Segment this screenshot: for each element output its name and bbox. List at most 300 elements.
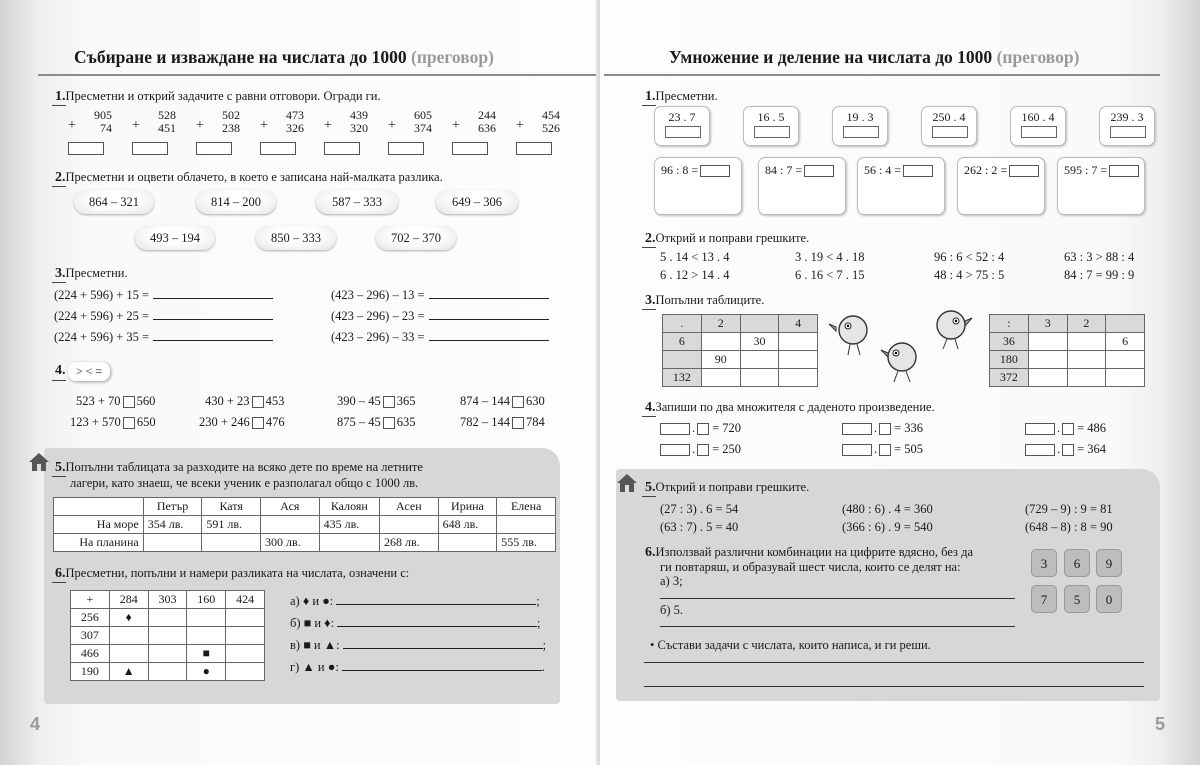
factor-box-one[interactable] [842, 423, 872, 435]
difference-line [290, 616, 541, 631]
right-task6-line-a[interactable] [660, 598, 1015, 599]
multiplication-expression: 23 . 7 [668, 110, 696, 124]
addend-top: 905 [94, 108, 112, 122]
table-header-cell: Ася [261, 498, 320, 516]
addend-bottom: 238 [222, 121, 240, 135]
line-label: б) [290, 616, 301, 630]
right-task6-a: а) 3; [660, 574, 683, 588]
answer-box[interactable] [932, 126, 968, 138]
table-row [663, 333, 818, 351]
comparison-box[interactable] [383, 417, 395, 429]
left-task6-text: Пресметни, попълни и намери разликата на числата, означени с: [65, 566, 410, 580]
table-answer-cell[interactable] [1028, 333, 1067, 351]
comparison-box[interactable] [123, 396, 135, 408]
sum-cell[interactable] [109, 645, 148, 663]
symbol-one: ■ [303, 616, 312, 630]
comparison-item [76, 394, 155, 409]
division-expression [1064, 163, 1139, 178]
table-answer-cell[interactable] [1106, 351, 1145, 369]
left-title-rule [38, 74, 596, 76]
table-answer-cell[interactable] [779, 351, 818, 369]
right-task5-number: 5. [645, 480, 656, 495]
equation-item[interactable]: (27 : 3) . 6 = 54 [660, 502, 739, 516]
expense-cell[interactable] [202, 534, 261, 552]
inequality-item[interactable]: 5 . 14 < 13 . 4 [660, 250, 730, 264]
right-task1-header [645, 89, 718, 105]
right-task4-text: Запиши по два множителя с даденото произведение. [655, 400, 935, 414]
answer-line[interactable] [342, 660, 542, 671]
table-label-cell: 2 [1067, 315, 1106, 333]
digit-card[interactable]: 6 [1064, 549, 1090, 577]
left-task2-number: 2. [55, 170, 66, 185]
multiplication-expression: 16 . 5 [757, 110, 785, 124]
factor-item [660, 421, 741, 436]
colon: : [330, 616, 335, 630]
table-answer-cell[interactable] [1067, 369, 1106, 387]
right-task1-underline [642, 105, 656, 106]
comparison-right: 784 [526, 415, 545, 429]
left-task3-underline [52, 282, 66, 283]
answer-box[interactable] [388, 142, 424, 155]
right-task6-line-b[interactable] [660, 626, 1015, 627]
table-label-cell [740, 315, 779, 333]
multiplication-card [1099, 106, 1155, 146]
table-header-cell: + [71, 591, 110, 609]
right-task5-text: Открий и поправи грешките. [655, 480, 810, 494]
left-task2-header [55, 170, 443, 186]
line-end: ; [537, 616, 541, 630]
multiplication-card [921, 106, 977, 146]
right-task3-text: Попълни таблиците. [655, 293, 765, 307]
expense-cell[interactable] [438, 534, 497, 552]
plus-sign: + [196, 118, 204, 133]
table-row [71, 627, 265, 645]
right-page-number: 5 [1155, 714, 1166, 734]
answer-box[interactable] [843, 126, 879, 138]
expense-cell: 300 лв. [261, 534, 320, 552]
plus-sign: + [324, 118, 332, 133]
left-task3-number: 3. [55, 266, 66, 281]
right-task6-text2: ги повтаряш, и образувай шест числа, които се делят на: [660, 560, 961, 574]
sum-cell[interactable] [148, 609, 187, 627]
right-task6-line-2[interactable] [644, 686, 1144, 687]
dot-operator: . [874, 442, 878, 456]
left-task5-text2: лагери, като знаеш, че всеки ученик е разполагал общо с 1000 лв. [70, 476, 419, 490]
inequality-item[interactable]: 6 . 12 > 14 . 4 [660, 268, 730, 282]
and-word: и [313, 638, 321, 652]
table-row [990, 351, 1145, 369]
table-answer-cell[interactable] [740, 369, 779, 387]
comparison-left: 390 – 45 [337, 394, 381, 408]
table-answer-cell[interactable] [1106, 369, 1145, 387]
table-header-cell: 160 [187, 591, 226, 609]
table-header-cell: 303 [148, 591, 187, 609]
digit-card[interactable]: 7 [1031, 585, 1057, 613]
expression-text: (224 + 596) + 15 = [54, 288, 150, 302]
answer-line[interactable] [343, 638, 543, 649]
inequality-item[interactable]: 84 : 7 = 99 : 9 [1064, 268, 1135, 282]
line-label: в) [290, 638, 301, 652]
row-label-cell: 307 [71, 627, 110, 645]
factor-box-one[interactable] [842, 444, 872, 456]
cloud-expression[interactable]: 587 – 333 [316, 190, 398, 214]
addition-table [70, 590, 265, 681]
expression-row [331, 330, 549, 345]
expense-cell[interactable] [380, 516, 439, 534]
answer-box[interactable] [68, 142, 104, 155]
cloud-expression[interactable]: 864 – 321 [74, 190, 154, 214]
answer-box[interactable] [452, 142, 488, 155]
division-card [654, 157, 742, 215]
sum-cell[interactable] [148, 627, 187, 645]
addend-top: 528 [158, 108, 176, 122]
difference-line [290, 638, 546, 653]
table-header-cell: Калоян [319, 498, 379, 516]
table-label-cell: 3 [1028, 315, 1067, 333]
factor-item [842, 442, 923, 457]
cloud-expression[interactable]: 649 – 306 [436, 190, 518, 214]
division-card [758, 157, 846, 215]
table-label-cell: 2 [701, 315, 740, 333]
table-header-row [54, 498, 556, 516]
right-title-text: Умножение и деление на числата до 1000 [669, 47, 993, 67]
left-title-gray: (преговор) [411, 47, 494, 67]
right-task4-underline [642, 416, 656, 417]
addend-bottom: 320 [350, 121, 368, 135]
expense-cell: 268 лв. [380, 534, 439, 552]
division-text: 96 : 8 = [661, 163, 699, 177]
right-task6-text1: Използвай различни комбинации на цифрите вдясно, без да [655, 545, 974, 559]
table-answer-cell[interactable] [779, 333, 818, 351]
product-text: = 250 [712, 442, 742, 456]
factor-box-two[interactable] [697, 444, 709, 456]
product-text: = 505 [894, 442, 924, 456]
right-title-gray: (преговор) [996, 47, 1080, 67]
factor-box-two[interactable] [1062, 444, 1074, 456]
left-task5-number: 5. [55, 460, 66, 475]
inequality-item[interactable]: 96 : 6 < 52 : 4 [934, 250, 1005, 264]
comparison-right: 476 [265, 415, 285, 429]
home-icon [616, 473, 638, 493]
answer-box[interactable] [1021, 126, 1057, 138]
addend-bottom: 526 [542, 121, 560, 135]
right-page-title [669, 47, 1079, 68]
factor-box-one[interactable] [660, 444, 690, 456]
answer-box[interactable] [903, 165, 933, 177]
cloud-expression[interactable]: 814 – 200 [196, 190, 276, 214]
addend-bottom: 636 [478, 121, 496, 135]
answer-line[interactable] [153, 309, 273, 320]
comparison-right: 635 [396, 415, 416, 429]
answer-line[interactable] [153, 288, 273, 299]
plus-sign: + [388, 118, 396, 133]
comparison-box[interactable] [252, 396, 264, 408]
product-text: = 364 [1077, 442, 1107, 456]
comparison-box[interactable] [512, 396, 524, 408]
table-header-cell: Петър [143, 498, 202, 516]
expression-row [54, 330, 273, 345]
right-task6-line-1[interactable] [644, 662, 1144, 663]
line-label: г) [290, 660, 300, 674]
answer-box[interactable] [1110, 126, 1146, 138]
division-text: 595 : 7 = [1064, 163, 1108, 177]
expense-cell[interactable] [497, 516, 556, 534]
sum-cell: ▲ [109, 663, 148, 681]
factor-box-one[interactable] [660, 423, 690, 435]
table-header-cell: Катя [202, 498, 261, 516]
right-task1-text: Пресметни. [655, 89, 718, 103]
row-label-cell: 466 [71, 645, 110, 663]
sum-cell[interactable] [187, 609, 226, 627]
multiplication-expression: 250 . 4 [932, 110, 966, 124]
cloud-expression[interactable]: 702 – 370 [376, 226, 456, 250]
plus-sign: + [132, 118, 140, 133]
answer-line[interactable] [153, 330, 273, 341]
digit-card[interactable]: 0 [1096, 585, 1122, 613]
table-label-cell: : [990, 315, 1029, 333]
comparison-left: 782 – 144 [460, 415, 510, 429]
table-header-cell: Асен [380, 498, 439, 516]
left-task6-number: 6. [55, 566, 66, 581]
division-expression [964, 163, 1039, 178]
difference-line [290, 660, 545, 675]
left-task6-header [55, 566, 409, 582]
sum-cell[interactable] [148, 663, 187, 681]
factor-item [842, 421, 923, 436]
comparison-left: 123 + 570 [70, 415, 121, 429]
factor-box-two[interactable] [697, 423, 709, 435]
expression-text: (423 – 296) – 23 = [331, 309, 425, 323]
left-task2-underline [52, 186, 66, 187]
table-row [990, 333, 1145, 351]
expense-cell: 555 лв. [497, 534, 556, 552]
answer-box[interactable] [132, 142, 168, 155]
left-task4-header [55, 363, 66, 379]
comparison-left: 875 – 45 [337, 415, 381, 429]
comparison-box[interactable] [512, 417, 524, 429]
answer-box[interactable] [196, 142, 232, 155]
addend-top: 454 [542, 108, 560, 122]
left-task5-text1: Попълни таблицата за разходите на всяко дете по време на летните [65, 460, 423, 474]
colon: : [335, 660, 339, 674]
table-answer-cell[interactable] [701, 369, 740, 387]
comparison-box[interactable] [123, 417, 135, 429]
sum-cell[interactable] [148, 645, 187, 663]
multiplication-card [1010, 106, 1066, 146]
sum-cell[interactable] [226, 645, 265, 663]
addend-top: 439 [350, 108, 368, 122]
table-header-cell: 284 [109, 591, 148, 609]
factor-box-one[interactable] [1025, 423, 1055, 435]
right-title-rule [604, 74, 1160, 76]
expense-cell: 591 лв. [202, 516, 261, 534]
table-label-cell: 4 [779, 315, 818, 333]
comparison-item [337, 415, 416, 430]
division-expression [864, 163, 933, 178]
left-task4-number: 4. [55, 363, 66, 378]
comparison-item [460, 415, 545, 430]
row-label-cell: На планина [54, 534, 144, 552]
comparison-right: 453 [265, 394, 285, 408]
comparison-right: 365 [396, 394, 416, 408]
table-row [663, 351, 818, 369]
right-task4-number: 4. [645, 400, 656, 415]
digit-card[interactable]: 3 [1031, 549, 1057, 577]
table-answer-cell[interactable] [701, 333, 740, 351]
cloud-expression[interactable]: 850 – 333 [256, 226, 336, 250]
expression-row [331, 288, 549, 303]
table-label-cell [1106, 315, 1145, 333]
table-label-cell: . [663, 315, 702, 333]
chick-left-icon [829, 316, 867, 355]
multiplication-card [743, 106, 799, 146]
answer-line[interactable] [336, 594, 536, 605]
comparison-box[interactable] [383, 396, 395, 408]
left-task2-text: Пресметни и оцвети облачето, в което е записана най-малката разлика. [65, 170, 443, 184]
expression-text: (224 + 596) + 25 = [54, 309, 150, 323]
factor-item [1025, 421, 1106, 436]
comparison-right: 650 [136, 415, 156, 429]
answer-line[interactable] [429, 288, 549, 299]
answer-box[interactable] [665, 126, 701, 138]
sum-cell: ♦ [109, 609, 148, 627]
answer-box[interactable] [516, 142, 552, 155]
digit-card[interactable]: 5 [1064, 585, 1090, 613]
right-task3-underline [642, 309, 656, 310]
right-task6-number: 6. [645, 545, 656, 560]
answer-box[interactable] [754, 126, 790, 138]
equation-item[interactable]: (63 : 7) . 5 = 40 [660, 520, 739, 534]
table-header-cell: 424 [226, 591, 265, 609]
comparison-left: 430 + 23 [205, 394, 250, 408]
equation-item[interactable]: (366 : 6) . 9 = 540 [842, 520, 933, 534]
left-task5-header [55, 460, 423, 476]
division-text: 84 : 7 = [765, 163, 803, 177]
right-page [600, 0, 1200, 765]
addend-top: 605 [414, 108, 432, 122]
dot-operator: . [692, 442, 696, 456]
factor-box-two[interactable] [1062, 423, 1074, 435]
expression-text: (423 – 296) – 33 = [331, 330, 425, 344]
expense-cell[interactable] [261, 516, 320, 534]
addend-bottom: 74 [100, 121, 112, 135]
division-text: 262 : 2 = [964, 163, 1008, 177]
table-answer-cell[interactable] [1067, 351, 1106, 369]
division-card [957, 157, 1045, 215]
sum-cell[interactable] [226, 663, 265, 681]
addend-top: 244 [478, 108, 496, 122]
answer-box[interactable] [1009, 165, 1039, 177]
answer-line[interactable] [429, 309, 549, 320]
answer-line[interactable] [429, 330, 549, 341]
table-answer-cell[interactable] [1028, 351, 1067, 369]
division-card [857, 157, 945, 215]
sum-cell[interactable] [226, 609, 265, 627]
comparison-item [205, 394, 284, 409]
row-label-cell: На море [54, 516, 144, 534]
table-row [71, 663, 265, 681]
table-label-cell: 132 [663, 369, 702, 387]
expense-cell: 354 лв. [143, 516, 202, 534]
addend-top: 502 [222, 108, 240, 122]
left-task1-text: Пресметни и открий задачите с равни отговори. Огради ги. [65, 89, 381, 103]
addend-bottom: 326 [286, 121, 304, 135]
right-task3-number: 3. [645, 293, 656, 308]
expense-cell[interactable] [319, 534, 379, 552]
table-label-cell: 372 [990, 369, 1029, 387]
left-page-title [74, 47, 494, 68]
answer-box[interactable] [260, 142, 296, 155]
chicks-illustration [826, 305, 976, 385]
right-task5-header [645, 480, 809, 496]
symbol-two: ● [322, 594, 330, 608]
right-task6-bullet: • Състави задачи с числата, които написа, и ги реши. [650, 638, 931, 652]
division-table [989, 314, 1145, 387]
factor-box-one[interactable] [1025, 444, 1055, 456]
symbol-one: ♦ [302, 594, 310, 608]
comparison-item [337, 394, 416, 409]
right-task2-text: Открий и поправи грешките. [655, 231, 810, 245]
line-label: а) [290, 594, 300, 608]
table-answer-cell[interactable] [1028, 369, 1067, 387]
cloud-expression[interactable]: 493 – 194 [135, 226, 215, 250]
right-task4-header [645, 400, 935, 416]
factor-box-two[interactable] [879, 444, 891, 456]
inequality-item[interactable]: 63 : 3 > 88 : 4 [1064, 250, 1135, 264]
chick-right-icon [937, 311, 972, 349]
dot-operator: . [1057, 442, 1061, 456]
equation-item[interactable]: (480 : 6) . 4 = 360 [842, 502, 933, 516]
dot-operator: . [1057, 421, 1061, 435]
sum-cell: ● [187, 663, 226, 681]
answer-box[interactable] [700, 165, 730, 177]
addend-top: 473 [286, 108, 304, 122]
table-answer-cell[interactable] [740, 351, 779, 369]
table-answer-cell: 6 [1106, 333, 1145, 351]
answer-box[interactable] [1109, 165, 1139, 177]
expense-cell[interactable] [143, 534, 202, 552]
answer-box[interactable] [804, 165, 834, 177]
inequality-item[interactable]: 6 . 16 < 7 . 15 [795, 268, 865, 282]
inequality-item[interactable]: 3 . 19 < 4 . 18 [795, 250, 865, 264]
and-word: и [314, 616, 322, 630]
sum-cell[interactable] [226, 627, 265, 645]
symbol-two: ♦ [324, 616, 331, 630]
digit-card[interactable]: 9 [1096, 549, 1122, 577]
left-task6-underline [52, 582, 66, 583]
colon: : [329, 594, 334, 608]
expense-cell: 648 лв. [438, 516, 497, 534]
home-icon [28, 452, 50, 472]
comparison-box[interactable] [252, 417, 264, 429]
table-answer-cell[interactable] [779, 369, 818, 387]
table-row [663, 315, 818, 333]
answer-line[interactable] [337, 616, 537, 627]
inequality-item[interactable]: 48 : 4 > 75 : 5 [934, 268, 1005, 282]
symbol-one: ■ [303, 638, 311, 652]
factor-box-two[interactable] [879, 423, 891, 435]
table-label-cell: 180 [990, 351, 1029, 369]
equation-item[interactable]: (648 – 8) : 8 = 90 [1025, 520, 1113, 534]
equation-item[interactable]: (729 – 9) : 9 = 81 [1025, 502, 1113, 516]
sum-cell[interactable] [109, 627, 148, 645]
answer-box[interactable] [324, 142, 360, 155]
sum-cell[interactable] [187, 627, 226, 645]
plus-sign: + [68, 118, 76, 133]
line-end: ; [542, 638, 547, 652]
table-answer-cell[interactable] [1067, 333, 1106, 351]
dot-operator: . [692, 421, 696, 435]
